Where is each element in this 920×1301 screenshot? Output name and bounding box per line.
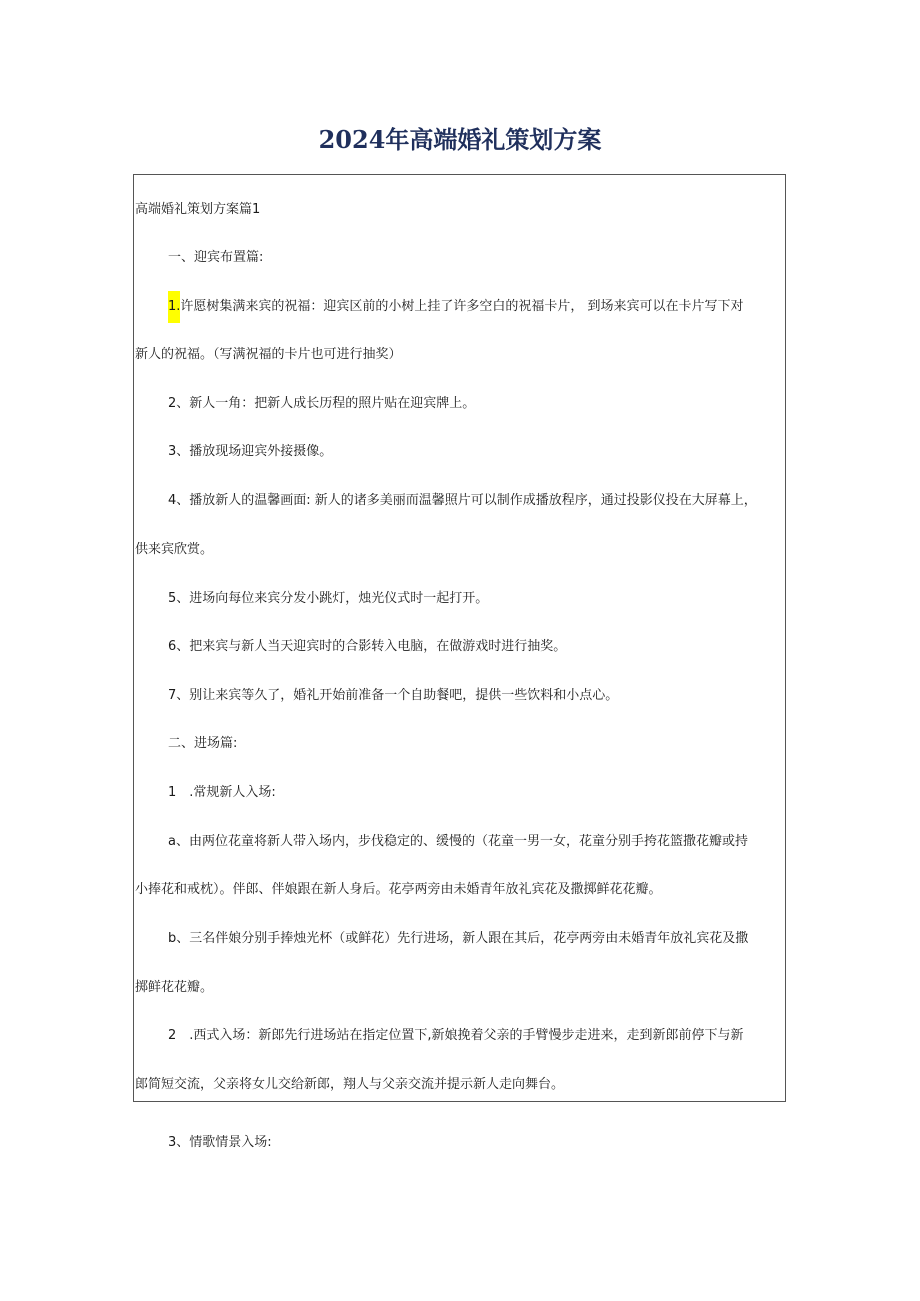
paragraph-item-7: 7、别让来宾等久了，婚礼开始前准备一个自助餐吧，提供一些饮料和小点心。 bbox=[168, 688, 619, 703]
paragraph-item-5: 5、进场向每位来宾分发小跳灯，烛光仪式时一起打开。 bbox=[168, 591, 489, 606]
paragraph-entrance-3: 3、情歌情景入场: bbox=[168, 1135, 272, 1150]
paragraph-item-4: 4、播放新人的温馨画面: 新人的诸多美丽而温馨照片可以制作成播放程序，通过投影仪投在大屏幕上， bbox=[168, 493, 757, 508]
paragraph-entrance-1: 1 .常规新人入场: bbox=[168, 785, 276, 800]
heading-welcome-layout: 一、迎宾布置篇: bbox=[168, 250, 264, 265]
paragraph-wish-tree-text: 许愿树集满来宾的祝福：迎宾区前的小树上挂了许多空白的祝福卡片， 到场来宾可以在卡片写下对 bbox=[180, 299, 744, 314]
paragraph-item-2: 2、新人一角：把新人成长历程的照片贴在迎宾牌上。 bbox=[168, 396, 476, 411]
highlighted-number: 1. bbox=[168, 291, 180, 323]
heading-entrance: 二、进场篇: bbox=[168, 736, 238, 751]
paragraph-item-3: 3、播放现场迎宾外接摄像。 bbox=[168, 444, 333, 459]
paragraph-entrance-2-cont: 郎简短交流，父亲将女儿交给新郎，翔人与父亲交流并提示新人走向舞台。 bbox=[135, 1077, 565, 1092]
section-title: 高端婚礼策划方案篇1 bbox=[135, 202, 261, 217]
paragraph-entrance-b: b、三名伴娘分别手捧烛光杯（或鲜花）先行进场，新人跟在其后，花亭两旁由未婚青年放礼宾花及撒 bbox=[168, 931, 749, 946]
document-title: 2024年高端婚礼策划方案 bbox=[318, 125, 602, 154]
paragraph-item-4-cont: 供来宾欣赏。 bbox=[135, 542, 214, 557]
paragraph-item-6: 6、把来宾与新人当天迎宾时的合影转入电脑，在做游戏时进行抽奖。 bbox=[168, 639, 567, 654]
paragraph-wish-tree bbox=[168, 299, 744, 315]
paragraph-entrance-b-cont: 掷鲜花花瓣。 bbox=[135, 980, 214, 995]
paragraph-entrance-a: a、由两位花童将新人带入场内，步伐稳定的、缓慢的（花童一男一女，花童分别手挎花篮撒花瓣或持 bbox=[168, 834, 748, 849]
paragraph-entrance-a-cont: 小捧花和戒枕）。伴郎、伴娘跟在新人身后。花亭两旁由未婚青年放礼宾花及撒掷鲜花花瓣。 bbox=[135, 882, 662, 897]
paragraph-entrance-2: 2 .西式入场：新郎先行进场站在指定位置下,新娘挽着父亲的手臂慢步走进来，走到新郎前停下与新 bbox=[168, 1028, 744, 1043]
paragraph-wish-tree-cont: 新人的祝福。（写满祝福的卡片也可进行抽奖） bbox=[135, 347, 402, 362]
